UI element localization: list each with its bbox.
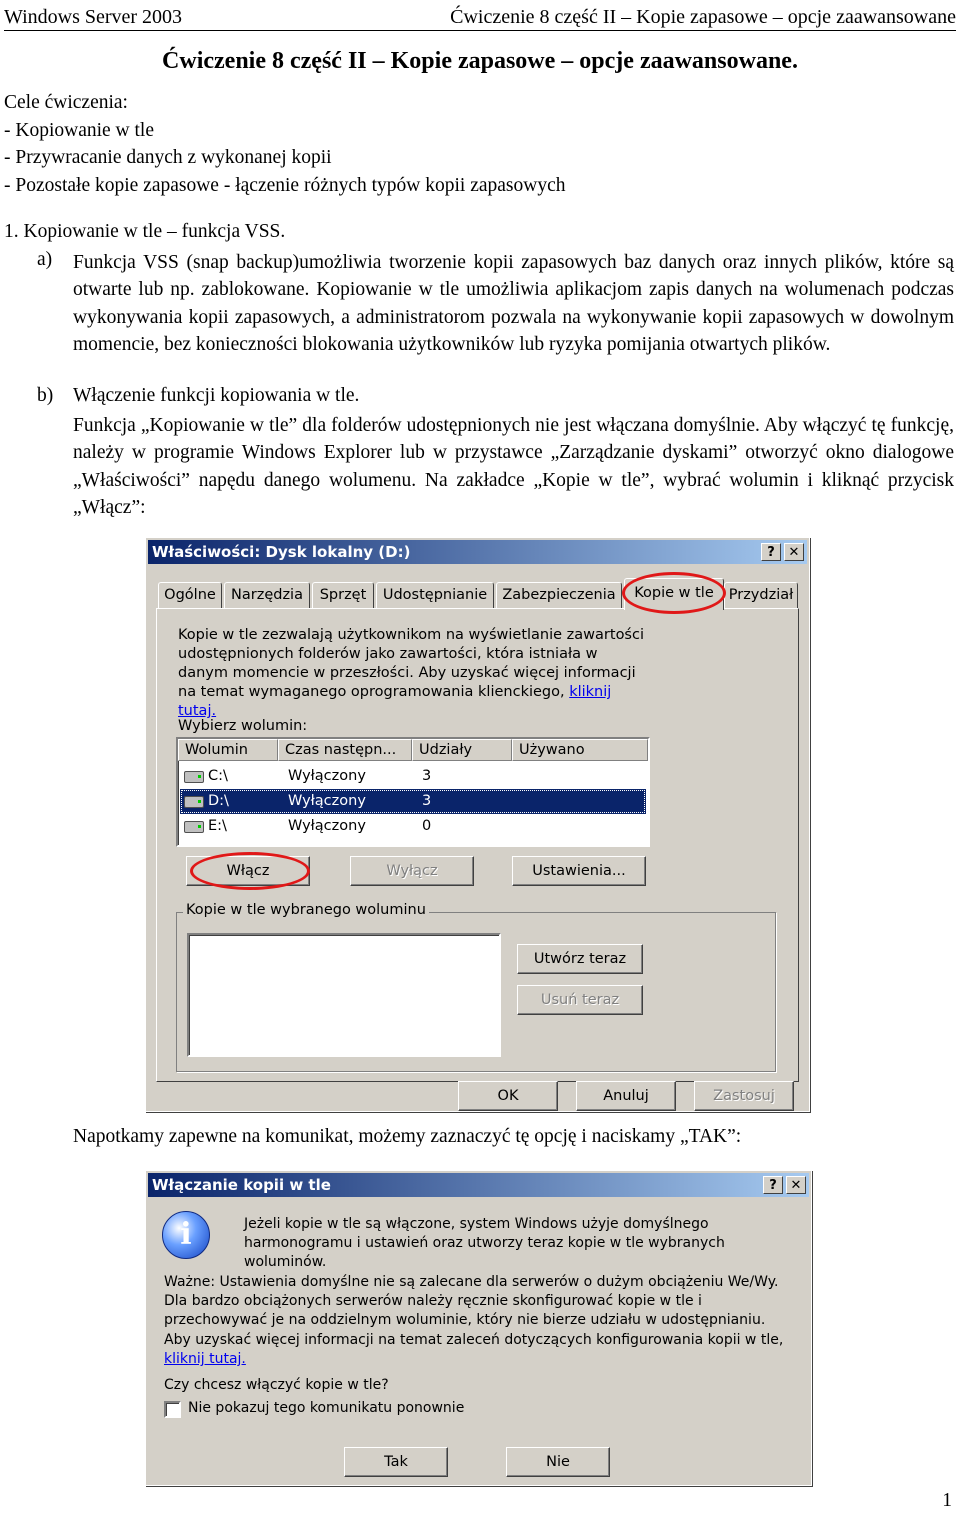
checkbox-label[interactable]: Nie pokazuj tego komunikatu ponownie	[188, 1400, 465, 1416]
disable-button[interactable]: Wyłącz	[350, 856, 474, 886]
section-heading: 1. Kopiowanie w tle – funkcja VSS.	[4, 221, 286, 242]
tab-security[interactable]: Zabezpieczenia	[496, 582, 622, 609]
next-run-cell: Wyłączony	[288, 793, 366, 809]
paragraph-b: Funkcja „Kopiowanie w tle” dla folderów udostępnionych nie jest włączana domyślnie. Aby włączyć tę funkcję, należy w programie Windows Explorer lub w przystawce „Zarządzanie dyskami” otworzyć okno dialogowe „Właściwości” napędu danego wolumenu. Na zakładce „Kopie w tle”, wybrać wolumin i kliknąć przycisk „Włącz”:	[73, 415, 954, 518]
message-3	[164, 1331, 784, 1369]
message-1: Jeżeli kopie w tle są włączone, system Windows użyje domyślnego harmonogramu i ustawień oraz utworzy teraz kopie w tle wybranych woluminów.	[244, 1216, 725, 1270]
tab-tools[interactable]: Narzędzia	[224, 582, 310, 609]
message-3-text: Aby uzyskać więcej informacji na temat zaleceń dotyczących konfigurowania kopii w tle,	[164, 1332, 784, 1348]
document-title: Ćwiczenie 8 część II – Kopie zapasowe – opcje zaawansowane.	[162, 48, 798, 74]
volume-row-d[interactable]	[180, 789, 646, 814]
description	[178, 626, 648, 721]
column-header[interactable]: Używano	[512, 739, 648, 761]
enable-button[interactable]: Włącz	[186, 856, 310, 886]
info-icon: i	[162, 1211, 210, 1259]
goal-item: - Kopiowanie w tle	[4, 120, 155, 141]
tab-shadow-copies[interactable]: Kopie w tle	[624, 578, 724, 610]
shares-cell: 3	[422, 768, 432, 784]
goals-heading: Cele ćwiczenia:	[4, 92, 128, 113]
next-run-cell: Wyłączony	[288, 768, 366, 784]
no-button[interactable]: Nie	[506, 1447, 610, 1477]
close-button[interactable]: ✕	[786, 1176, 806, 1194]
dialog-title: Włączanie kopii w tle	[152, 1176, 331, 1194]
recommendations-link[interactable]: kliknij tutaj.	[164, 1351, 246, 1367]
help-button[interactable]: ?	[763, 1176, 783, 1194]
drive-icon	[184, 771, 204, 783]
help-link[interactable]: kliknij tutaj.	[178, 684, 612, 719]
list-marker-a: a)	[37, 249, 53, 270]
next-run-cell: Wyłączony	[288, 818, 366, 834]
title-bar	[148, 540, 807, 564]
shadow-copies-group	[176, 902, 776, 1072]
page-header	[4, 4, 956, 31]
volume-cell: E:\	[208, 818, 227, 834]
dialog-title: Właściwości: Dysk lokalny (D:)	[152, 543, 411, 561]
properties-dialog	[145, 537, 810, 1112]
highlight-circle	[622, 572, 726, 614]
tab-general[interactable]: Ogólne	[158, 582, 222, 609]
tab-sharing[interactable]: Udostępnianie	[376, 582, 494, 609]
header-right: Ćwiczenie 8 część II – Kopie zapasowe – opcje zaawansowane	[450, 6, 956, 28]
create-now-button[interactable]: Utwórz teraz	[517, 944, 643, 974]
apply-button[interactable]: Zastosuj	[694, 1081, 794, 1111]
enable-shadow-copies-dialog	[145, 1170, 812, 1486]
tab-quota[interactable]: Przydział	[724, 582, 798, 609]
goal-item: - Pozostałe kopie zapasowe - łączenie różnych typów kopii zapasowych	[4, 175, 566, 196]
close-button[interactable]: ✕	[784, 543, 804, 561]
settings-button[interactable]: Ustawienia...	[512, 856, 646, 886]
column-header[interactable]: Udziały	[412, 739, 512, 761]
volume-cell: D:\	[208, 793, 229, 809]
tab-hardware[interactable]: Sprzęt	[312, 582, 374, 609]
paragraph-b-title: Włączenie funkcji kopiowania w tle.	[73, 385, 360, 406]
description-text: Kopie w tle zezwalają użytkownikom na wyświetlanie zawartości udostępnionych folderów jako zawartości, która istniała w danym momencie w przeszłości. Aby uzyskać więcej informacji na temat wymaganego oprogramowania klienckiego,	[178, 627, 644, 700]
shares-cell: 0	[422, 818, 432, 834]
yes-button[interactable]: Tak	[344, 1447, 448, 1477]
highlight-circle	[190, 852, 310, 890]
cancel-button[interactable]: Anuluj	[576, 1081, 676, 1111]
list-marker-b: b)	[37, 385, 54, 406]
page-number: 1	[942, 1490, 952, 1511]
column-header[interactable]: Wolumin	[178, 739, 278, 761]
shadow-copies-list[interactable]	[187, 933, 501, 1057]
select-volume-label: Wybierz wolumin:	[178, 718, 308, 734]
header-left: Windows Server 2003	[4, 6, 183, 28]
dont-show-checkbox[interactable]	[164, 1401, 181, 1418]
help-button[interactable]: ?	[761, 543, 781, 561]
goal-item: - Przywracanie danych z wykonanej kopii	[4, 147, 332, 168]
drive-icon	[184, 796, 204, 808]
paragraph-a: Funkcja VSS (snap backup)umożliwia tworzenie kopii zapasowych baz danych oraz innych plików, które są otwarte lub np. zablokowane. Kopiowanie w tle umożliwia aplikacjom zapis danych na wolumenach podczas wykonywania kopii zapasowych, a administratorom pozwala na wykonywanie kopii zapasowych w dowolnym momencie, bez konieczności blokowania użytkowników lub ryzyka pomijania otwartych plików.	[73, 252, 954, 355]
title-bar	[148, 1173, 809, 1197]
question: Czy chcesz włączyć kopie w tle?	[164, 1377, 389, 1393]
ok-button[interactable]: OK	[458, 1081, 558, 1111]
shares-cell: 3	[422, 793, 432, 809]
volume-row-c[interactable]	[180, 764, 646, 789]
mid-paragraph: Napotkamy zapewne na komunikat, możemy zaznaczyć tę opcję i naciskamy „TAK”:	[73, 1126, 742, 1147]
message-2: Ważne: Ustawienia domyślne nie są zalecane dla serwerów o dużym obciążeniu We/Wy. Dla bardzo obciążonych serwerów należy ręcznie skonfigurować kopie w tle i przechowywać je na oddzielnym woluminie, który nie bierze udziału w udostępnianiu.	[164, 1274, 779, 1328]
volume-list[interactable]	[176, 737, 650, 847]
volume-cell: C:\	[208, 768, 228, 784]
group-label: Kopie w tle wybranego woluminu	[183, 902, 429, 918]
volume-row-e[interactable]	[180, 814, 646, 839]
column-header[interactable]: Czas następn...	[278, 739, 412, 761]
drive-icon	[184, 821, 204, 833]
delete-now-button[interactable]: Usuń teraz	[517, 985, 643, 1015]
